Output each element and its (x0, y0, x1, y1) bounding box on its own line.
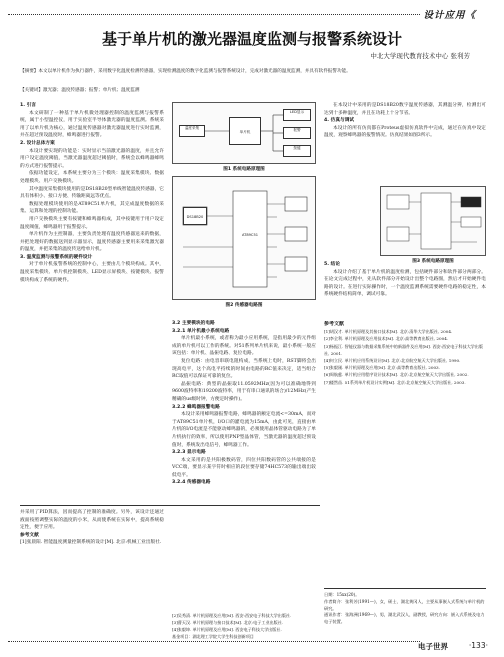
section-heading: 3.2.1 单片机最小系统电路 (172, 328, 230, 334)
section-tag: 设计应用《 (423, 10, 476, 21)
fig1-block: 温度采集 (179, 125, 205, 137)
paragraph: 对于单片机报警系统的控制中心，主要由几个模块构成。其中，温度采集模块、单片机控制模块、LED显示屏模块、按键模块、报警模块构成了系统的硬件。 (20, 262, 164, 283)
paragraph: 用户交换模块主要有按键和蜂鸣器构成，其中按键用于用户设定温度阈值，蜂鸣器用于报警提示。 (20, 216, 164, 230)
section-heading: 1. 引言 (20, 103, 37, 108)
paragraph: 并采用了PID算法，因而提高了控制的准确度。另外，该设计还通过液面按照调整实际的温度的小米，从而使系统在实际中，提高系统稳定性，便于应用。 (20, 510, 164, 531)
section-heading: 2. 设计总体方案 (20, 140, 55, 146)
paragraph: 晶振电路：典型的晶振取11.0592MHz(因为可以准确地得到9600波特率和19200波特率，用于有串口通讯的场合)/12MHz(产生精确的us级时钟，方便定时操作)。 (172, 381, 316, 402)
section-heading: 4. 仿真与调试 (324, 118, 355, 124)
bottom-divider (20, 505, 320, 506)
figure-2 (172, 176, 316, 300)
reference-item: [4]张毅坤. 单片机原理及应用[M]. 西安电子科技大学出版社. (172, 627, 282, 632)
reference-item: [2]吴秀清. 单片机原理及应用[M]. 西安:西安电子科技大学出版社. (172, 613, 292, 618)
reference-item: [6]周航慈. 单片机应用程序设计技术[M]. 北京:北京航空航天大学出版社, 2002. (324, 372, 469, 378)
article-title: 基于单片机的激光器温度监测与报警系统设计 (101, 30, 402, 48)
journal-name: 电子世界 (418, 642, 448, 651)
paragraph: 依据功能设定，本系统主要分为三个模块：温度采集模块、数据处理模块、用户交换模块。 (20, 171, 164, 184)
author-affiliation: 中北大学现代教育技术中心 张利芳 (370, 52, 470, 60)
bottom-left-text (20, 509, 164, 547)
funding-rule (324, 588, 486, 589)
fig1-block: 按键 (283, 145, 311, 157)
paragraph: 本文研制了一种基于单片机微处理器控制的温度监测与报警系统，属于小型温控仪，用于实验室半导体激光器的温度监测。系统采用了以单片机为核心，通过温度传感器对激光器温度进行实时监测，并在超过预设温度时，蜂鸣器进行报警。 (20, 110, 164, 139)
paragraph: 数据处理模块使用的是AT89C51单片机，其完成温度数据的采集、运算和处理的控制功能。 (20, 201, 164, 215)
paragraph: 复位电路：由电容串联电阻构成，当系统上电时，RST脚将会出现高电平，这个高电平持续的时间由电路的RC值来决定，适当组合RC取值可以保证可靠的复位。 (172, 358, 316, 380)
references (324, 321, 486, 583)
paragraph: 本设计要实现的功能是：实时显示当前激光器的温度，并且允许用户设定温度阈值，当激光器温度超过阈值时，系统会以蜂鸣器蜂鸣的方式进行报警提示。 (20, 148, 164, 169)
reference-item: [1]张晨阳. 智能温度测量控制系统的设计[M]. 北京:机械工业出版社. (20, 540, 162, 546)
fig3-schematic (381, 187, 487, 257)
author-info (324, 592, 486, 626)
reference-item: [4]何立民. 单片机应用系统设计[M]. 北京:北京航空航天大学出版社, 1990. (324, 358, 461, 364)
author-bio: 作者简介：张利芳(1991—)，女，硕士，湖北黄冈人，主要从事嵌入式系统与单片机的研究。 (324, 598, 485, 611)
column-2 (172, 320, 316, 612)
reference-item: [5]张毅刚. 单片机原理及应用[M]. 北京:高等教育出版社, 2003. (324, 365, 440, 371)
figure-3 (380, 186, 486, 256)
paragraph: 在本设计中采用的是DS18B20数字温度传感器，其测温分辨，检测出可达到十多种温度，并且在功耗上十分节省。 (324, 103, 486, 116)
section-heading: 3.2.2 蜂鸣器报警电路 (172, 404, 220, 410)
references-heading: 参考文献 (324, 321, 345, 327)
figure-1-caption: 图1 系统电路原理图 (223, 167, 265, 172)
header-rule (8, 14, 420, 15)
column-1 (20, 102, 164, 502)
paragraph: 本设计的所有仿真都在Proteus虚拟仿真软件中完成，通过在仿真中设定温度，观察蜂鸣器的报警情况。仿真结果如图3所示。 (324, 125, 486, 139)
column-3-conclusion (324, 261, 486, 321)
paragraph: 本设计采用蜂鸣器报警电路，蜂鸣器的额定电流<=30mA，而对于AT89C51单片机，I/O口的灌电流为15mA，由此可见，直接由单片机的I/O电流是不能驱动蜂鸣器的，必须使用晶体管驱动电路为了单片机执行的效率，所以使用PNP型晶体管，当激光器的温度超过预设值时，系统发出电信号，蜂鸣器工作。 (172, 412, 316, 448)
references-heading: 参考文献 (20, 532, 39, 538)
paragraph: 其中温度采集模块使用的是DS18B20型单线智能温度传感器，它具有体积小、接口方便、传输距离远等优点。 (20, 186, 164, 200)
footer-rule (8, 641, 420, 642)
reference-item: [1]胡汉才. 单片机原理及其接口技术[M]. 北京:清华大学出版社, 2004. (324, 329, 453, 335)
abstract: 【摘要】本文以单片机作为执行器件，采用数字化温度检测传感器，实现检测温度的数字化监测与报警系统设计，完成对激光器的温度监测，并具有软件报警功能。 (20, 69, 351, 74)
keywords: 【关键词】激光器；温度传感器；报警；单片机；温度监测 (20, 88, 140, 93)
section-heading: 3.2.4 传感器电路 (172, 480, 211, 486)
paragraph: 本设计介绍了基于单片机的温度检测，包括硬件部分和软件部分两部分。在论文完成过程中，先从软件部分开始设计出整个电路图，然后才开始硬件电路的设计。在进行实际操作时，一个温度监测系统需要硬件电路的稳定性，本系统硬件结构简单，调试可靠。 (324, 269, 486, 298)
bottom-mid-refs (172, 612, 318, 640)
reference-item: [3]杨振江. 智能仪器与数据采集系统中的新器件及应用[M]. 西安:西安电子科技大学出版社, 2001. (324, 343, 483, 356)
fig1-block: 单片机 (229, 117, 261, 145)
fig1-block: LED显示 (283, 109, 311, 121)
paragraph: 单片机最小系统，或者称为最小应用系统，是指用最少的元件组成的单片机可以工作的系统。对51系列单片机来说，最小系统一般应该包括：单片机、晶振电路、复位电路。 (172, 336, 316, 357)
section-heading: 3.2 主要模块的电路 (172, 321, 215, 326)
figure-1 (172, 102, 316, 164)
date-note: 日期：15xx(20)。 (324, 592, 360, 597)
fig2-mcu-label: AT89C51 (241, 233, 259, 237)
fig2-sensor-label: DS18B20 (183, 207, 207, 225)
section-heading: 5. 结论 (324, 262, 341, 267)
fig1-block: 报警 (283, 127, 311, 139)
paragraph: 单片机作为主控制器，主要负责处理有温度传感器送来的数据，并把处理好的数据送到显示器显示，温度传感器主要用来采集激光器的温度，并把采集的温度传送给单片机。 (20, 232, 164, 253)
reference-item: [7]楼然苗. 51系列单片机设计实例[M]. 北京:北京航空航天大学出版社, 2003. (324, 379, 466, 385)
corresponding-author: 通讯作者：张海洲(1969—)，男，湖北武汉人，副教授，研究方向：嵌入式系统及电力电子装置。 (324, 612, 485, 625)
reference-item: [3]曹天汉. 单片机原理与接口技术[M]. 北京:电子工业出版社. (172, 620, 284, 625)
reference-item: [2]李全利. 单片机原理及应用技术[M]. 北京:高等教育出版社, 2004. (324, 336, 449, 342)
figure-3-caption: 图3 系统电路原理图 (412, 259, 454, 264)
figure-2-caption: 图2 传感器电路图 (225, 303, 263, 308)
funding-note: 基金项目：湖北理工学院大学生科技创新项目 (172, 634, 254, 639)
section-heading: 3. 温度监测与报警系统的硬件设计 (20, 254, 93, 260)
fig1-connectors (173, 103, 317, 165)
paragraph: 本文采用的是共阳极数码管，四位共阳数码管的公共端接的是VCC端，要显示某字符时相应的段位要存储74HC573的输出端出较低电平。 (172, 457, 316, 478)
section-heading: 3.2.3 显示电路 (172, 450, 206, 456)
page-number: ·133· (468, 641, 488, 650)
